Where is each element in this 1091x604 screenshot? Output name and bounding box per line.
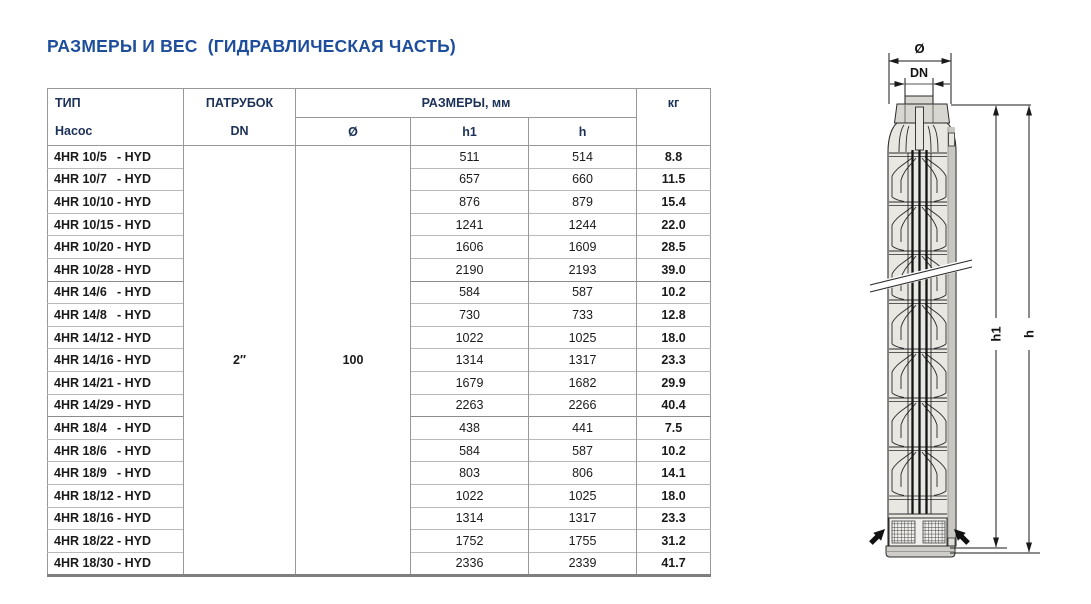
pump-cables: [908, 150, 931, 514]
kg-value-cell: 29.9: [637, 371, 711, 394]
h-value-cell: 1025: [529, 326, 637, 349]
col-header-kg: кг: [637, 89, 711, 118]
pump-type-cell: [48, 484, 184, 507]
pump-suffix: - HYD: [117, 149, 152, 164]
col-header-h: h: [529, 118, 637, 146]
pump-model: 4HR 18/30: [54, 556, 114, 571]
pump-type-cell: [48, 530, 184, 553]
h-value-cell: 1755: [529, 530, 637, 553]
col-header-type: ТИП: [55, 96, 81, 111]
pump-suffix: - HYD: [117, 488, 152, 503]
header-row-sub: [48, 118, 711, 146]
pump-type-cell: [48, 349, 184, 372]
kg-value-cell: 23.3: [637, 507, 711, 530]
kg-value-cell: 31.2: [637, 530, 711, 553]
pump-suffix: - HYD: [117, 262, 152, 277]
pump-model: 4HR 18/9: [54, 466, 107, 481]
col-header-h1: h1: [411, 118, 529, 146]
pump-type-cell: [48, 213, 184, 236]
pump-type-cell: [48, 552, 184, 576]
pump-type-cell: [48, 507, 184, 530]
table-header: [48, 89, 711, 146]
pump-model: 4HR 18/22: [54, 533, 114, 548]
h1-value-cell: 2263: [411, 394, 529, 417]
h1-value-cell: 1314: [411, 349, 529, 372]
h-value-cell: 2339: [529, 552, 637, 576]
h1-value-cell: 1314: [411, 507, 529, 530]
pump-suffix: - HYD: [117, 443, 152, 458]
col-header-dn: DN: [184, 118, 296, 146]
h-value-cell: 1317: [529, 349, 637, 372]
h-value-cell: 587: [529, 439, 637, 462]
page-title: РАЗМЕРЫ И ВЕС (ГИДРАВЛИЧЕСКАЯ ЧАСТЬ): [47, 36, 456, 56]
pump-technical-drawing: [850, 28, 1080, 594]
pump-suffix: - HYD: [117, 466, 152, 481]
kg-value-cell: 23.3: [637, 349, 711, 372]
pump-type-cell: [48, 168, 184, 191]
h1-value-cell: 803: [411, 462, 529, 485]
pump-model: 4HR 10/20: [54, 240, 114, 255]
pump-type-cell: [48, 191, 184, 214]
h-value-cell: 514: [529, 146, 637, 169]
h1-value-cell: 511: [411, 146, 529, 169]
kg-value-cell: 10.2: [637, 281, 711, 304]
pump-suffix: - HYD: [117, 172, 152, 187]
h1-value-cell: 1022: [411, 326, 529, 349]
pump-model: 4HR 18/4: [54, 420, 107, 435]
dn-value-cell: 2″: [184, 146, 296, 576]
kg-value-cell: 18.0: [637, 484, 711, 507]
cable-clip: [949, 133, 955, 146]
pump-model: 4HR 10/10: [54, 194, 114, 209]
pump-type-cell: [48, 146, 184, 169]
kg-value-cell: 22.0: [637, 213, 711, 236]
pump-suffix: - HYD: [117, 420, 152, 435]
pump-type-cell: [48, 394, 184, 417]
h1-value-cell: 584: [411, 439, 529, 462]
pump-type-cell: [48, 258, 184, 281]
h1-value-cell: 876: [411, 191, 529, 214]
pump-model: 4HR 14/29: [54, 398, 114, 413]
h1-dim-label: h1: [988, 326, 1004, 342]
pump-type-cell: [48, 281, 184, 304]
h1-value-cell: 584: [411, 281, 529, 304]
pump-type-cell: [48, 326, 184, 349]
pump-model: 4HR 18/12: [54, 488, 114, 503]
kg-value-cell: 14.1: [637, 462, 711, 485]
col-header-port: ПАТРУБОК: [184, 89, 296, 118]
dn-dim-label: DN: [909, 66, 929, 80]
pump-model: 4HR 14/12: [54, 330, 114, 345]
pump-model: 4HR 10/15: [54, 217, 114, 232]
kg-value-cell: 7.5: [637, 417, 711, 440]
h-value-cell: 2266: [529, 394, 637, 417]
h1-value-cell: 2190: [411, 258, 529, 281]
col-header-pump: Насос: [48, 118, 184, 146]
pump-suffix: - HYD: [117, 533, 152, 548]
pump-model: 4HR 18/6: [54, 443, 107, 458]
kg-value-cell: 39.0: [637, 258, 711, 281]
h-value-cell: 1025: [529, 484, 637, 507]
kg-value-cell: 8.8: [637, 146, 711, 169]
kg-value-cell: 18.0: [637, 326, 711, 349]
h1-value-cell: 1752: [411, 530, 529, 553]
pump-type-cell: [48, 439, 184, 462]
col-header-diameter: Ø: [296, 118, 411, 146]
pump-suffix: - HYD: [117, 217, 152, 232]
h-value-cell: 587: [529, 281, 637, 304]
diameter-value-cell: 100: [296, 146, 411, 576]
pump-model: 4HR 18/16: [54, 511, 114, 526]
table-body: [48, 146, 711, 576]
col-header-sizes: РАЗМЕРЫ, мм: [296, 89, 637, 118]
dimensions-weight-table: [47, 88, 711, 577]
h-value-cell: 1244: [529, 213, 637, 236]
h-value-cell: 806: [529, 462, 637, 485]
pump-suffix: - HYD: [117, 375, 152, 390]
h-value-cell: 879: [529, 191, 637, 214]
pump-model: 4HR 10/28: [54, 262, 114, 277]
pump-type-cell: [48, 462, 184, 485]
pump-model: 4HR 14/8: [54, 307, 107, 322]
pump-suffix: - HYD: [117, 194, 152, 209]
table-row: [48, 146, 711, 169]
pump-model: 4HR 14/6: [54, 285, 107, 300]
h-value-cell: 2193: [529, 258, 637, 281]
pump-model: 4HR 10/5: [54, 149, 107, 164]
col-header-kg-spacer: [637, 118, 711, 146]
pump-suffix: - HYD: [117, 285, 152, 300]
pump-model: 4HR 14/21: [54, 375, 114, 390]
pump-type-cell: [48, 371, 184, 394]
diameter-dim-label: Ø: [914, 41, 925, 56]
h-value-cell: 733: [529, 304, 637, 327]
h1-value-cell: 1606: [411, 236, 529, 259]
pump-suffix: - HYD: [117, 398, 152, 413]
header-row-top: [48, 89, 711, 118]
pump-type-cell: [48, 304, 184, 327]
h-value-cell: 1682: [529, 371, 637, 394]
h-value-cell: 441: [529, 417, 637, 440]
pump-suffix: - HYD: [117, 307, 152, 322]
kg-value-cell: 15.4: [637, 191, 711, 214]
h1-value-cell: 1022: [411, 484, 529, 507]
h1-value-cell: 438: [411, 417, 529, 440]
kg-value-cell: 10.2: [637, 439, 711, 462]
kg-value-cell: 12.8: [637, 304, 711, 327]
kg-value-cell: 28.5: [637, 236, 711, 259]
kg-value-cell: 11.5: [637, 168, 711, 191]
h1-value-cell: 1679: [411, 371, 529, 394]
kg-value-cell: 40.4: [637, 394, 711, 417]
h1-value-cell: 730: [411, 304, 529, 327]
kg-value-cell: 41.7: [637, 552, 711, 576]
h-dim-label: h: [1021, 330, 1037, 338]
h-value-cell: 660: [529, 168, 637, 191]
pump-type-cell: [48, 417, 184, 440]
pump-body: [870, 96, 972, 557]
h1-value-cell: 2336: [411, 552, 529, 576]
pump-suffix: - HYD: [117, 511, 152, 526]
h-value-cell: 1317: [529, 507, 637, 530]
pump-model: 4HR 10/7: [54, 172, 107, 187]
intake-arrow-left: [869, 529, 885, 545]
h1-value-cell: 1241: [411, 213, 529, 236]
pump-suffix: - HYD: [117, 330, 152, 345]
cable-guard: [916, 107, 924, 150]
pump-suffix: - HYD: [117, 353, 152, 368]
h-value-cell: 1609: [529, 236, 637, 259]
pump-suffix: - HYD: [117, 240, 152, 255]
pump-type-cell: [48, 236, 184, 259]
pump-suffix: - HYD: [117, 556, 152, 571]
pump-model: 4HR 14/16: [54, 353, 114, 368]
h1-value-cell: 657: [411, 168, 529, 191]
